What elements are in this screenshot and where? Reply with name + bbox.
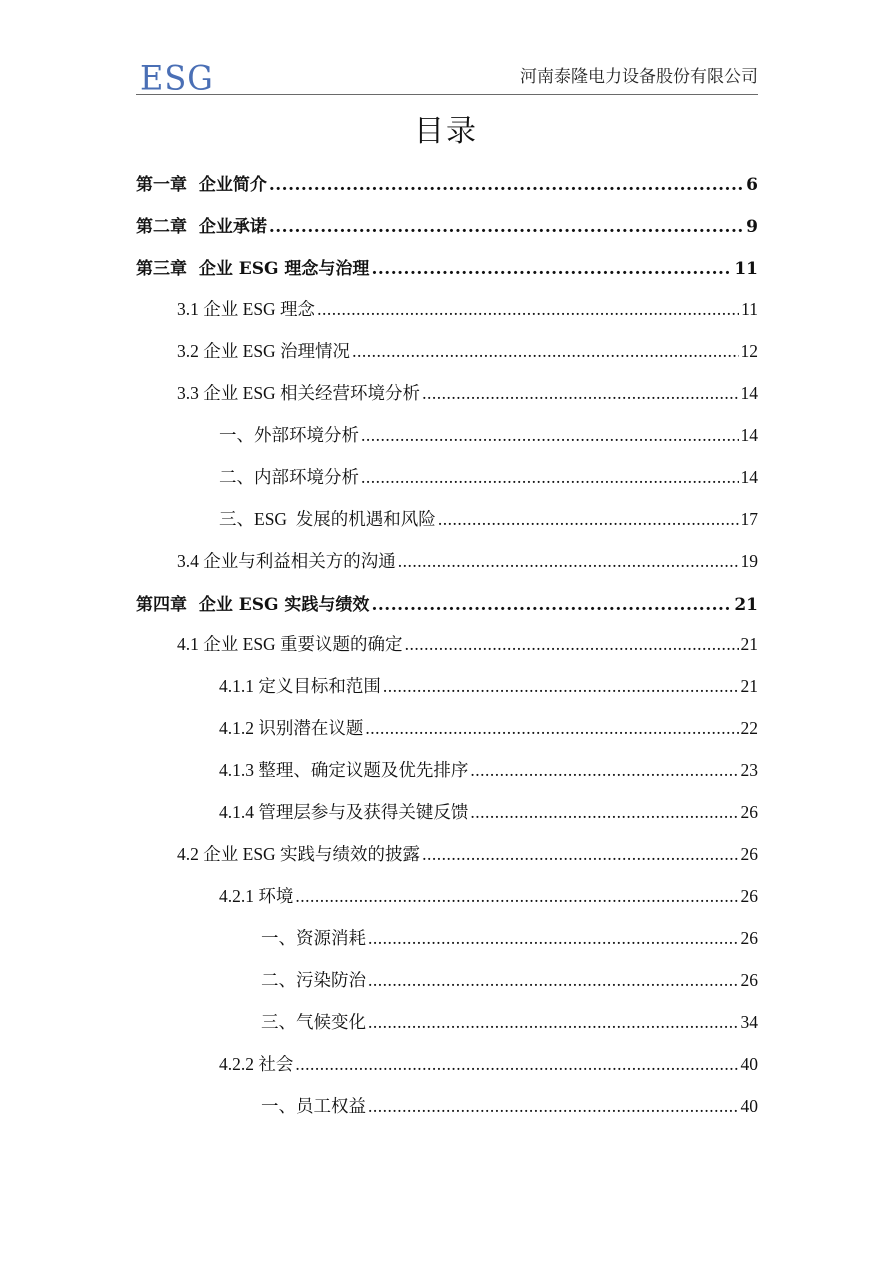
toc-entry[interactable] (219, 506, 758, 530)
toc-leader-dots (470, 760, 738, 781)
toc-entry-label: 3.2 企业 ESG 治理情况 (177, 340, 351, 361)
toc-leader-dots (368, 928, 739, 949)
toc-entry-page: 26 (740, 844, 758, 865)
toc-entry-page: 12 (740, 340, 758, 361)
page-header (136, 58, 758, 98)
toc-entry[interactable] (261, 925, 758, 949)
toc-leader-dots (295, 1054, 738, 1075)
toc-entry-label: 3.4 企业与利益相关方的沟通 (177, 550, 396, 571)
toc-entry[interactable] (177, 296, 758, 320)
toc-entry-label: 第一章 企业简介 (136, 175, 267, 195)
toc-entry-label: 4.1.2 识别潜在议题 (219, 718, 364, 739)
toc-entry[interactable] (136, 212, 758, 236)
toc-entry-page: 23 (740, 760, 758, 781)
toc-leader-dots (269, 175, 744, 195)
toc-entry-page: 26 (740, 928, 758, 949)
toc-entry-label: 4.1.4 管理层参与及获得关键反馈 (219, 802, 469, 823)
toc-entry-page: 11 (734, 258, 758, 279)
toc-entry[interactable] (219, 799, 758, 823)
toc-leader-dots (371, 595, 732, 615)
toc-entry-label: 4.1.1 定义目标和范围 (219, 676, 381, 697)
toc-entry-label: 一、外部环境分析 (219, 424, 359, 445)
toc-entry-label: 4.2.2 社会 (219, 1053, 294, 1074)
toc-entry-page: 21 (740, 634, 758, 655)
toc-entry-label: 3.3 企业 ESG 相关经营环境分析 (177, 382, 421, 403)
toc-leader-dots (371, 259, 732, 279)
toc-entry-label: 三、气候变化 (261, 1012, 366, 1032)
toc-leader-dots (438, 509, 739, 530)
toc-leader-dots (383, 676, 739, 697)
toc-entry-label: 第三章 企业 ESG 理念与治理 (136, 258, 370, 279)
toc-entry[interactable] (219, 1051, 758, 1075)
toc-leader-dots (368, 1096, 739, 1117)
toc-entry-label: 第二章 企业承诺 (136, 216, 267, 237)
page-title: 目录 (414, 114, 478, 149)
toc-entry[interactable] (136, 254, 758, 278)
toc-entry-page: 11 (741, 298, 758, 319)
toc-leader-dots (405, 634, 739, 655)
toc-leader-dots (398, 551, 739, 572)
toc-entry-label: 一、资源消耗 (261, 928, 366, 949)
toc-entry[interactable] (219, 883, 758, 907)
toc-entry[interactable] (219, 673, 758, 697)
toc-entry[interactable] (261, 1009, 758, 1033)
toc-entry[interactable] (177, 380, 758, 404)
toc-entry-label: 4.1 企业 ESG 重要议题的确定 (177, 634, 403, 655)
toc-entry-label: 4.2 企业 ESG 实践与绩效的披露 (177, 844, 421, 865)
toc-entry-label: 第四章 企业 ESG 实践与绩效 (136, 594, 370, 615)
toc-entry-label: 一、员工权益 (261, 1095, 366, 1116)
toc-entry[interactable] (136, 170, 758, 194)
toc-entry[interactable] (177, 631, 758, 655)
toc-leader-dots (269, 217, 744, 237)
toc-leader-dots (361, 425, 739, 446)
toc-entry-page: 34 (740, 1012, 758, 1032)
toc-leader-dots (470, 802, 738, 823)
toc-leader-dots (422, 844, 738, 865)
toc-leader-dots (295, 886, 738, 907)
toc-entry-page: 22 (740, 718, 758, 739)
toc-entry[interactable] (177, 841, 758, 865)
toc-entry-label: 3.1 企业 ESG 理念 (177, 298, 316, 319)
toc-leader-dots (368, 1012, 739, 1033)
toc-entry-page: 40 (740, 1095, 758, 1116)
esg-logo: ESG (140, 58, 214, 98)
toc-entry-page: 26 (740, 886, 758, 907)
toc-entry[interactable] (219, 464, 758, 488)
toc-entry-label: 4.2.1 环境 (219, 886, 294, 907)
toc-entry-page: 14 (740, 466, 758, 487)
toc-leader-dots (317, 299, 739, 320)
toc-leader-dots (361, 467, 739, 488)
toc-entry-label: 三、ESG 发展的机遇和风险 (219, 508, 436, 529)
toc-entry-page: 21 (734, 594, 758, 615)
toc-entry[interactable] (136, 590, 758, 614)
toc-entry[interactable] (219, 757, 758, 781)
company-name: 河南泰隆电力设备股份有限公司 (520, 67, 758, 87)
toc-entry[interactable] (261, 967, 758, 991)
toc-entry-label: 二、内部环境分析 (219, 466, 359, 487)
toc-leader-dots (368, 970, 739, 991)
toc-entry-page: 14 (740, 424, 758, 445)
toc-entry[interactable] (177, 548, 758, 572)
toc-entry[interactable] (219, 715, 758, 739)
toc-entry-page: 26 (740, 970, 758, 991)
toc-entry[interactable] (219, 422, 758, 446)
toc-entry-page: 40 (740, 1053, 758, 1074)
toc-entry-page: 14 (740, 382, 758, 403)
toc-entry-page: 17 (740, 508, 758, 529)
toc-entry-page: 6 (746, 175, 758, 195)
toc-entry-page: 9 (746, 216, 758, 237)
toc-entry-page: 26 (740, 802, 758, 823)
toc-entry-label: 4.1.3 整理、确定议题及优先排序 (219, 760, 469, 781)
toc-entry[interactable] (261, 1093, 758, 1117)
toc-leader-dots (422, 383, 738, 404)
toc-leader-dots (352, 341, 738, 362)
toc-leader-dots (365, 718, 738, 739)
toc-entry-page: 19 (740, 550, 758, 571)
toc-entry-label: 二、污染防治 (261, 970, 366, 991)
toc-entry[interactable] (177, 338, 758, 362)
toc-entry-page: 21 (740, 676, 758, 697)
